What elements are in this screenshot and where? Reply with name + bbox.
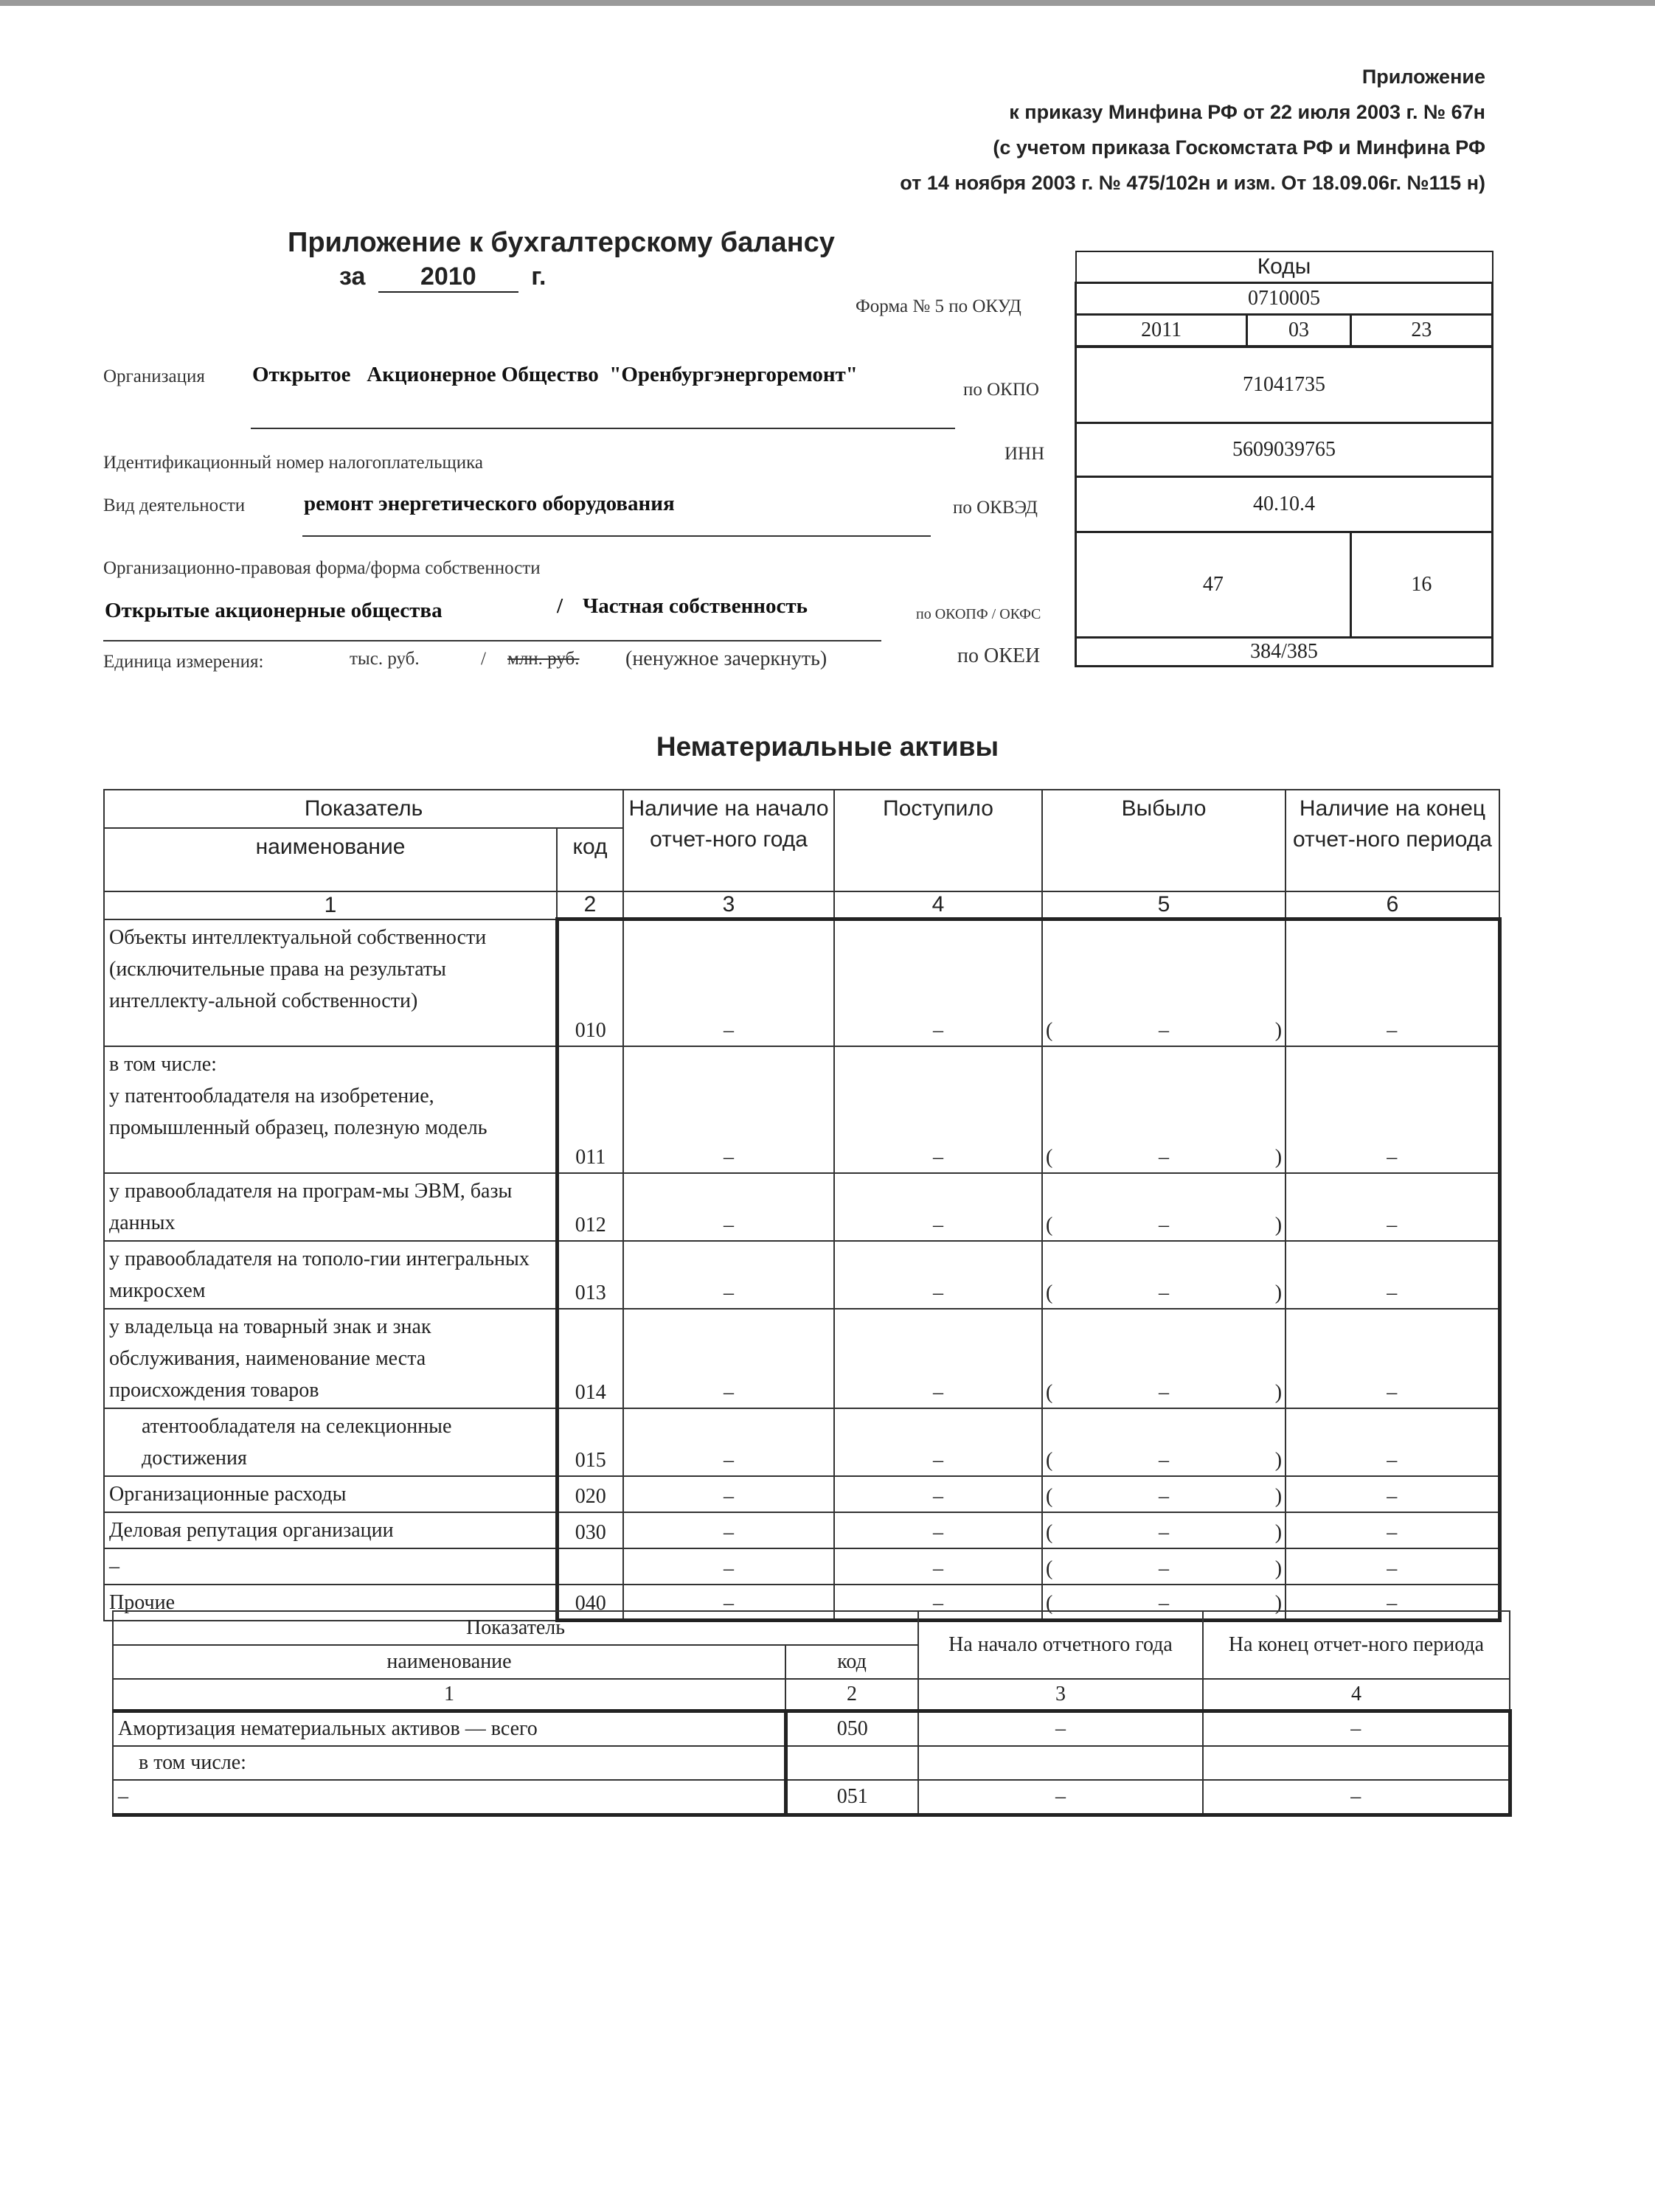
t2-row-start: – — [918, 1711, 1203, 1747]
paren-open: ( — [1046, 1018, 1053, 1042]
row-code: 013 — [557, 1241, 623, 1309]
okei-code: 384/385 — [1076, 638, 1493, 667]
col-num-2: 2 — [557, 891, 623, 919]
row-out-value: – — [1159, 1448, 1170, 1472]
row-code: 040 — [557, 1585, 623, 1621]
row-start: – — [623, 1548, 834, 1585]
table-row — [113, 1711, 1510, 1747]
row-code: 030 — [557, 1512, 623, 1548]
row-out — [1042, 1512, 1286, 1548]
row-in: – — [834, 1309, 1042, 1408]
paren-close: ) — [1274, 1557, 1283, 1580]
t2-row-start: – — [918, 1780, 1203, 1815]
paren-open: ( — [1046, 1592, 1053, 1615]
activity-underline — [302, 535, 931, 537]
col-out: Выбыло — [1042, 790, 1286, 891]
t2-row-name: в том числе: — [113, 1746, 785, 1780]
paren-close: ) — [1274, 1592, 1283, 1615]
row-code: 012 — [557, 1173, 623, 1241]
row-start: – — [623, 919, 834, 1046]
okopf-code: 47 — [1076, 532, 1351, 638]
scan-top-edge — [0, 0, 1655, 6]
row-out-value: – — [1159, 1557, 1170, 1580]
table-row — [113, 1780, 1510, 1815]
row-name: Объекты интеллектуальной собственности (исключительные права на результаты интеллекту-альной собственности) — [104, 919, 557, 1046]
row-code — [557, 1548, 623, 1585]
col-name: наименование — [104, 828, 557, 891]
row-end: – — [1286, 1548, 1499, 1585]
report-year — [339, 262, 547, 293]
row-name: атентообладателя на селекционные достижения — [104, 1408, 557, 1476]
document-title: Приложение к бухгалтерскому балансу — [288, 227, 835, 258]
unit-slash: / — [481, 649, 486, 669]
inn-label-left: Идентификационный номер налогоплательщика — [103, 453, 484, 473]
t2-row-name: Амортизация нематериальных активов — всего — [113, 1711, 785, 1747]
row-out-value: – — [1159, 1281, 1170, 1304]
row-out — [1042, 919, 1286, 1046]
paren-open: ( — [1046, 1281, 1053, 1304]
row-start: – — [623, 1512, 834, 1548]
order-line-2: к приказу Минфина РФ от 22 июля 2003 г. № 67н — [1009, 101, 1485, 123]
row-out — [1042, 1309, 1286, 1408]
paren-close: ) — [1274, 1145, 1283, 1169]
row-out — [1042, 1408, 1286, 1476]
row-code: 014 — [557, 1309, 623, 1408]
row-out-value: – — [1159, 1520, 1170, 1544]
t2-col-indicator: Показатель — [113, 1611, 918, 1645]
row-out — [1042, 1173, 1286, 1241]
t2-row-end: – — [1203, 1780, 1510, 1815]
row-end: – — [1286, 1173, 1499, 1241]
t2-col-num-3: 3 — [918, 1679, 1203, 1711]
legal-form-underline — [103, 640, 881, 641]
t2-col-num-1: 1 — [113, 1679, 785, 1711]
row-out — [1042, 1046, 1286, 1173]
row-end: – — [1286, 1512, 1499, 1548]
row-name: – — [104, 1548, 557, 1585]
unit-struck: млн. руб. — [507, 649, 580, 669]
row-name: в том числе: у патентообладателя на изобретение, промышленный образец, полезную модель — [104, 1046, 557, 1173]
row-in: – — [834, 1512, 1042, 1548]
order-reference — [900, 59, 1485, 201]
t2-col-num-4: 4 — [1203, 1679, 1510, 1711]
row-out-value: – — [1159, 1145, 1170, 1169]
row-start: – — [623, 1585, 834, 1621]
paren-close: ) — [1274, 1520, 1283, 1544]
row-out — [1042, 1548, 1286, 1585]
okpo-label: по ОКПО — [963, 380, 1039, 400]
activity-value: ремонт энергетического оборудования — [304, 492, 675, 515]
okved-label: по ОКВЭД — [953, 498, 1038, 518]
paren-open: ( — [1046, 1484, 1053, 1508]
col-code: код — [557, 828, 623, 891]
okud-code: 0710005 — [1076, 283, 1493, 315]
paren-close: ) — [1274, 1018, 1283, 1042]
row-out — [1042, 1476, 1286, 1512]
section-title: Нематериальные активы — [656, 731, 999, 762]
col-num-1: 1 — [104, 891, 557, 919]
activity-label: Вид деятельности — [103, 495, 246, 515]
t2-col-name: наименование — [113, 1645, 785, 1679]
order-line-4: от 14 ноября 2003 г. № 475/102н и изм. От 18.09.06г. №115 н) — [900, 172, 1485, 194]
okpo-code: 71041735 — [1076, 347, 1493, 423]
row-name: у правообладателя на програм-мы ЭВМ, базы данных — [104, 1173, 557, 1241]
row-code: 011 — [557, 1046, 623, 1173]
row-in: – — [834, 1476, 1042, 1512]
row-end: – — [1286, 1476, 1499, 1512]
table-row — [104, 1173, 1499, 1241]
row-code: 020 — [557, 1476, 623, 1512]
codes-box — [1075, 251, 1493, 667]
unit-note: (ненужное зачеркнуть) — [625, 647, 828, 670]
legal-form-slash: / — [557, 594, 563, 618]
amortization-table — [112, 1610, 1512, 1817]
row-in: – — [834, 1046, 1042, 1173]
row-start: – — [623, 1241, 834, 1309]
inn-label: ИНН — [1005, 444, 1045, 464]
table-row — [104, 1309, 1499, 1408]
col-num-3: 3 — [623, 891, 834, 919]
okfs-code: 16 — [1350, 532, 1492, 638]
paren-close: ) — [1274, 1448, 1283, 1472]
col-num-4: 4 — [834, 891, 1042, 919]
table-row — [104, 1241, 1499, 1309]
table-row — [104, 1408, 1499, 1476]
date-year: 2011 — [1076, 315, 1247, 347]
row-end: – — [1286, 919, 1499, 1046]
year-value: 2010 — [378, 262, 518, 293]
okei-label: по ОКЕИ — [957, 644, 1041, 667]
codes-header: Коды — [1076, 251, 1493, 283]
table-row — [113, 1746, 1510, 1780]
row-code: 010 — [557, 919, 623, 1046]
okved-code: 40.10.4 — [1076, 477, 1493, 532]
t2-row-name: – — [113, 1780, 785, 1815]
row-out — [1042, 1241, 1286, 1309]
row-in: – — [834, 1408, 1042, 1476]
row-in: – — [834, 919, 1042, 1046]
row-end: – — [1286, 1046, 1499, 1173]
legal-form-value: Открытые акционерные общества — [105, 599, 443, 622]
t2-col-code: код — [785, 1645, 918, 1679]
year-prefix: за — [339, 262, 366, 291]
t2-col-start: На начало отчетного года — [918, 1611, 1203, 1679]
unit-label: Единица измерения: — [103, 652, 264, 672]
row-end: – — [1286, 1408, 1499, 1476]
t2-row-end — [1203, 1746, 1510, 1780]
table-row — [104, 1512, 1499, 1548]
col-end: Наличие на конец отчет-ного периода — [1286, 790, 1499, 891]
row-name: у правообладателя на тополо-гии интегральных микросхем — [104, 1241, 557, 1309]
paren-open: ( — [1046, 1557, 1053, 1580]
row-name: Деловая репутация организации — [104, 1512, 557, 1548]
t2-row-code: 051 — [785, 1780, 918, 1815]
col-num-5: 5 — [1042, 891, 1286, 919]
t2-col-num-2: 2 — [785, 1679, 918, 1711]
row-end: – — [1286, 1585, 1499, 1621]
col-num-6: 6 — [1286, 891, 1499, 919]
year-suffix: г. — [531, 262, 547, 291]
paren-open: ( — [1046, 1448, 1053, 1472]
col-indicator: Показатель — [104, 790, 623, 828]
table-row — [104, 1548, 1499, 1585]
paren-close: ) — [1274, 1213, 1283, 1237]
row-in: – — [834, 1585, 1042, 1621]
t2-row-code — [785, 1746, 918, 1780]
date-day: 23 — [1350, 315, 1492, 347]
row-start: – — [623, 1309, 834, 1408]
row-start: – — [623, 1408, 834, 1476]
t2-row-start — [918, 1746, 1203, 1780]
order-line-1: Приложение — [1361, 66, 1485, 88]
row-in: – — [834, 1241, 1042, 1309]
paren-open: ( — [1046, 1145, 1053, 1169]
row-in: – — [834, 1548, 1042, 1585]
paren-close: ) — [1274, 1281, 1283, 1304]
okopf-label: по ОКОПФ / ОКФС — [916, 606, 1041, 622]
org-underline — [251, 428, 955, 429]
table-row — [104, 1046, 1499, 1173]
row-out-value: – — [1159, 1380, 1170, 1404]
t2-row-code: 050 — [785, 1711, 918, 1747]
row-start: – — [623, 1476, 834, 1512]
row-in: – — [834, 1173, 1042, 1241]
t2-row-end: – — [1203, 1711, 1510, 1747]
ownership-value: Частная собственность — [583, 594, 808, 618]
row-out-value: – — [1159, 1484, 1170, 1508]
inn-code: 5609039765 — [1076, 423, 1493, 477]
row-name: Прочие — [104, 1585, 557, 1621]
t2-col-end: На конец отчет-ного периода — [1203, 1611, 1510, 1679]
row-name: у владельца на товарный знак и знак обслуживания, наименование места происхождения товаров — [104, 1309, 557, 1408]
okud-label: Форма № 5 по ОКУД — [856, 296, 1021, 316]
row-code: 015 — [557, 1408, 623, 1476]
order-line-3: (с учетом приказа Госкомстата РФ и Минфина РФ — [993, 136, 1485, 159]
row-name: Организационные расходы — [104, 1476, 557, 1512]
table-row — [104, 919, 1499, 1046]
paren-open: ( — [1046, 1380, 1053, 1404]
paren-open: ( — [1046, 1213, 1053, 1237]
date-month: 03 — [1247, 315, 1351, 347]
row-out-value: – — [1159, 1592, 1170, 1615]
row-end: – — [1286, 1309, 1499, 1408]
legal-form-label: Организационно-правовая форма/форма собственности — [103, 558, 541, 578]
paren-close: ) — [1274, 1484, 1283, 1508]
org-label: Организация — [103, 366, 205, 386]
row-end: – — [1286, 1241, 1499, 1309]
col-in: Поступило — [834, 790, 1042, 891]
col-start: Наличие на начало отчет-ного года — [623, 790, 834, 891]
paren-close: ) — [1274, 1380, 1283, 1404]
row-start: – — [623, 1046, 834, 1173]
unit-value: тыс. руб. — [350, 649, 420, 669]
paren-open: ( — [1046, 1520, 1053, 1544]
row-out-value: – — [1159, 1018, 1170, 1042]
intangible-assets-table — [103, 789, 1502, 1622]
row-out-value: – — [1159, 1213, 1170, 1237]
org-value: Открытое Акционерное Общество "Оренбургэнергоремонт" — [252, 363, 858, 386]
table-row — [104, 1476, 1499, 1512]
row-start: – — [623, 1173, 834, 1241]
